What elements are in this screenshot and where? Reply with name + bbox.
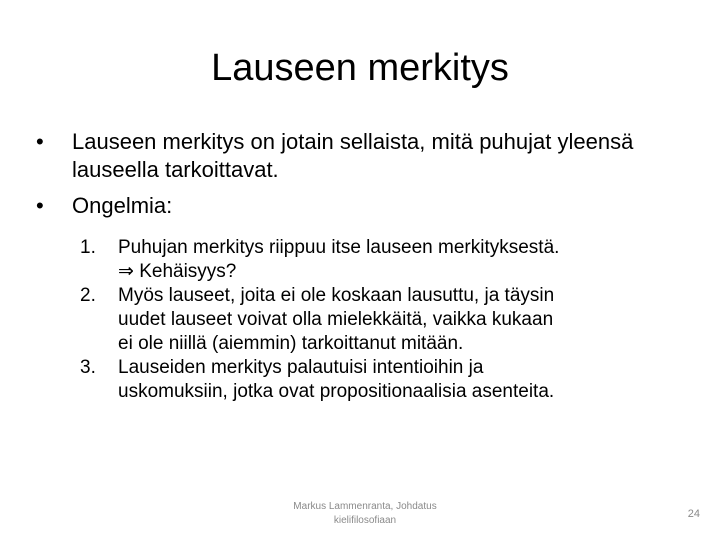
footer-line: kielifilosofiaan xyxy=(333,515,397,526)
bullet-list xyxy=(36,128,686,228)
footer-line: Markus Lammenranta, Johdatus xyxy=(293,501,437,512)
page-number: 24 xyxy=(687,508,700,520)
problem-line: ⇒ Kehäisyys? xyxy=(118,261,237,282)
problem-line: uskomuksiin, jotka ovat propositionaalisia asenteita. xyxy=(118,381,555,402)
bullet-item xyxy=(36,128,686,184)
slide-title: Lauseen merkitys xyxy=(211,47,509,89)
bullet-text: Ongelmia: xyxy=(72,193,173,218)
slide-footer xyxy=(270,500,460,528)
bullet-text: Lauseen merkitys on jotain sellaista, mitä puhujat yleensä lauseella tarkoittavat. xyxy=(72,129,634,182)
problems-list xyxy=(80,236,690,404)
problem-line: ei ole niillä (aiemmin) tarkoittanut mitään. xyxy=(118,333,464,354)
problem-item xyxy=(80,356,690,404)
problem-line: Puhujan merkitys riippuu itse lauseen merkityksestä. xyxy=(118,237,560,258)
problem-number: 1. xyxy=(80,237,96,258)
problem-item xyxy=(80,284,690,356)
problem-number: 3. xyxy=(80,357,96,378)
bullet-marker: • xyxy=(36,129,44,154)
problem-item xyxy=(80,236,690,284)
problem-line: uudet lauseet voivat olla mielekkäitä, vaikka kukaan xyxy=(118,309,554,330)
bullet-item xyxy=(36,192,686,220)
bullet-marker: • xyxy=(36,193,44,218)
problem-line: Myös lauseet, joita ei ole koskaan lausuttu, ja täysin xyxy=(118,285,555,306)
problem-number: 2. xyxy=(80,285,96,306)
problem-line: Lauseiden merkitys palautuisi intentioihin ja xyxy=(118,357,484,378)
